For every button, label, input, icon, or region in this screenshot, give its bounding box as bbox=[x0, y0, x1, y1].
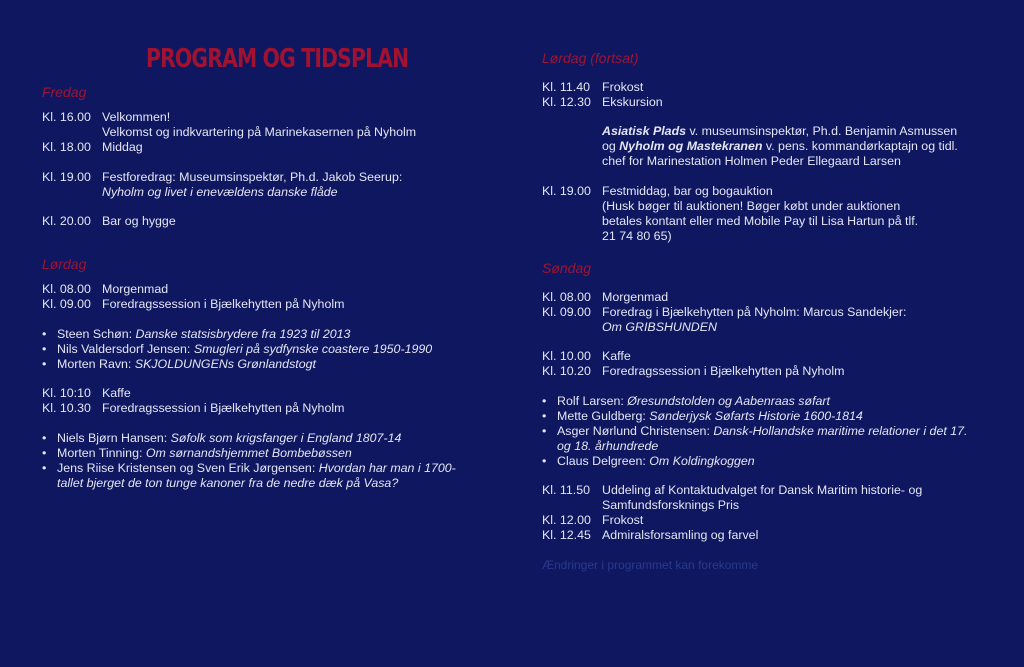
activity: Admiralsforsamling og farvel bbox=[602, 528, 759, 542]
schedule-row bbox=[542, 80, 982, 95]
sunday-block-1 bbox=[542, 290, 982, 335]
schedule-row bbox=[542, 184, 982, 199]
activity: Velkomst og indkvartering på Marinekasernen på Nyholm bbox=[102, 125, 417, 139]
activity bbox=[102, 185, 472, 200]
list-item bbox=[42, 461, 472, 491]
activity: Bar og hygge bbox=[102, 214, 176, 228]
time: Kl. 16.00 bbox=[42, 110, 91, 124]
talk-title: Om Koldingkoggen bbox=[649, 454, 755, 468]
sunday-block-3 bbox=[542, 483, 932, 543]
activity: Festforedrag: Museumsinspektør, Ph.d. Jakob Seerup: bbox=[102, 170, 403, 184]
dinner-note-line: (Husk bøger til auktionen! Bøger købt under auktionen bbox=[602, 199, 901, 213]
time: Kl. 12.00 bbox=[542, 513, 591, 527]
time bbox=[42, 185, 102, 200]
sunday-talks bbox=[542, 394, 972, 469]
saturday-talks-2 bbox=[42, 431, 472, 491]
activity: Frokost bbox=[602, 80, 644, 94]
activity: Kaffe bbox=[102, 386, 131, 400]
talk-title: Sønderjysk Søfarts Historie 1600-1814 bbox=[649, 409, 863, 423]
schedule-row bbox=[42, 282, 472, 297]
dinner-note-line: betales kontant eller med Mobile Pay til Lisa Hartun på tlf. bbox=[602, 214, 919, 228]
activity: Morgenmad bbox=[102, 282, 169, 296]
activity: Middag bbox=[102, 140, 143, 154]
saturday-cont-block-1 bbox=[542, 80, 982, 110]
list-item bbox=[542, 409, 972, 424]
activity: Uddeling af Kontaktudvalget for Dansk Maritim historie- og Samfundsforsknings Pris bbox=[602, 483, 923, 512]
day-heading-saturday-cont: Lørdag (fortsat) bbox=[542, 50, 639, 66]
speaker: Steen Schøn: bbox=[57, 327, 136, 341]
speaker: Morten Ravn: bbox=[57, 357, 135, 371]
speaker: Nils Valdersdorf Jensen: bbox=[57, 342, 194, 356]
list-item bbox=[42, 431, 472, 446]
list-item bbox=[42, 342, 472, 357]
time: Kl. 08.00 bbox=[42, 282, 91, 296]
schedule-row bbox=[42, 297, 472, 312]
schedule-row bbox=[542, 483, 932, 513]
list-item bbox=[42, 327, 472, 342]
excursion-description bbox=[542, 124, 962, 169]
activity: Foredragssession i Bjælkehytten på Nyholm bbox=[102, 297, 345, 311]
saturday-block-1 bbox=[42, 282, 472, 312]
time: Kl. 09.00 bbox=[542, 305, 591, 319]
list-item bbox=[42, 357, 472, 372]
excursion-guide: v. pens. kommandørkaptajn og tidl. chef for Marinestation Holmen Peder Ellegaard Larsen bbox=[602, 139, 958, 168]
talk-title: Danske statsisbrydere fra 1923 til 2013 bbox=[135, 327, 351, 341]
speaker: Asger Nørlund Christensen: bbox=[557, 424, 714, 438]
day-heading-sunday: Søndag bbox=[542, 260, 592, 276]
lecture-title: Nyholm og livet i enevældens danske flåde bbox=[102, 185, 338, 199]
speaker: Niels Bjørn Hansen: bbox=[57, 431, 171, 445]
day-heading-saturday: Lørdag bbox=[42, 256, 87, 272]
time: Kl. 20.00 bbox=[42, 214, 91, 228]
program-change-note: Ændringer i programmet kan forekomme bbox=[542, 558, 759, 572]
talk-title: Hvordan har man i 1700-tallet bjerget de ton tunge kanoner fra de nedre dæk på Vasa? bbox=[57, 461, 456, 490]
schedule-row bbox=[42, 386, 472, 401]
activity: Foredragssession i Bjælkehytten på Nyholm bbox=[102, 401, 345, 415]
schedule-row bbox=[542, 513, 932, 528]
schedule-row bbox=[42, 185, 472, 200]
talk-title: SKJOLDUNGENs Grønlandstogt bbox=[134, 357, 316, 371]
dinner-note-line: 21 74 80 65) bbox=[602, 229, 672, 243]
talk-title: Søfolk som krigsfanger i England 1807-14 bbox=[170, 431, 402, 445]
schedule-row bbox=[542, 528, 932, 543]
time: Kl. 10.20 bbox=[542, 364, 591, 378]
friday-block-2 bbox=[42, 170, 472, 200]
time: Kl. 12.30 bbox=[542, 95, 591, 109]
speaker: Claus Delgreen: bbox=[557, 454, 650, 468]
schedule-row bbox=[42, 214, 472, 229]
speaker: Jens Riise Kristensen og Sven Erik Jørgensen: bbox=[57, 461, 319, 475]
talk-title: Om sørnandshjemmet Bombebøssen bbox=[145, 446, 352, 460]
talk-title: Smugleri på sydfynske coastere 1950-1990 bbox=[193, 342, 433, 356]
speaker: Rolf Larsen: bbox=[557, 394, 628, 408]
activity: Foredragssession i Bjælkehytten på Nyholm bbox=[602, 364, 845, 378]
activity: Festmiddag, bar og bogauktion bbox=[602, 184, 773, 198]
talk-title: Dansk-Hollandske maritime relationer i det 17. og 18. århundrede bbox=[557, 424, 968, 453]
list-item bbox=[542, 394, 972, 409]
time: Kl. 10.30 bbox=[42, 401, 91, 415]
lecture-title bbox=[542, 320, 982, 335]
saturday-talks-1 bbox=[42, 327, 472, 372]
list-item bbox=[42, 446, 472, 461]
excursion-guide: v. museumsinspektør, Ph.d. Benjamin Asmussen og bbox=[602, 124, 958, 153]
list-item bbox=[542, 454, 972, 469]
schedule-row bbox=[42, 140, 472, 155]
lecture-title-text: Om GRIBSHUNDEN bbox=[602, 320, 717, 334]
activity: Foredrag i Bjælkehytten på Nyholm: Marcus Sandekjer: bbox=[602, 305, 907, 319]
activity: Kaffe bbox=[602, 349, 631, 363]
time: Kl. 19.00 bbox=[42, 170, 91, 184]
time: Kl. 12.45 bbox=[542, 528, 591, 542]
schedule-row bbox=[542, 290, 982, 305]
friday-block-3 bbox=[42, 214, 472, 229]
talk-title: Øresundstolden og Aabenraas søfart bbox=[627, 394, 830, 408]
speaker: Mette Guldberg: bbox=[557, 409, 650, 423]
time: Kl. 18.00 bbox=[42, 140, 91, 154]
page-title: PROGRAM OG TIDSPLAN bbox=[146, 44, 409, 74]
schedule-row bbox=[42, 401, 472, 416]
time: Kl. 11.40 bbox=[542, 80, 590, 94]
friday-block-1 bbox=[42, 110, 472, 155]
sunday-block-2 bbox=[542, 349, 982, 379]
list-item bbox=[542, 424, 972, 454]
schedule-row bbox=[42, 170, 472, 185]
activity: Velkommen! bbox=[102, 110, 171, 124]
schedule-row bbox=[542, 305, 982, 320]
saturday-dinner-block bbox=[542, 184, 982, 244]
time: Kl. 11.50 bbox=[542, 483, 590, 497]
excursion-place: Nyholm og Mastekranen bbox=[619, 139, 763, 153]
activity: Frokost bbox=[602, 513, 644, 527]
time: Kl. 09.00 bbox=[42, 297, 91, 311]
time: Kl. 10:10 bbox=[42, 386, 91, 400]
speaker: Morten Tinning: bbox=[57, 446, 146, 460]
schedule-row bbox=[542, 364, 982, 379]
time: Kl. 10.00 bbox=[542, 349, 591, 363]
activity: Ekskursion bbox=[602, 95, 663, 109]
activity: Morgenmad bbox=[602, 290, 669, 304]
schedule-row bbox=[542, 95, 982, 110]
schedule-row bbox=[42, 110, 472, 125]
schedule-row bbox=[42, 125, 472, 140]
time: Kl. 08.00 bbox=[542, 290, 591, 304]
excursion-place: Asiatisk Plads bbox=[602, 124, 687, 138]
day-heading-friday: Fredag bbox=[42, 84, 87, 100]
time bbox=[42, 125, 102, 140]
saturday-block-2 bbox=[42, 386, 472, 416]
schedule-row bbox=[542, 349, 982, 364]
time: Kl. 19.00 bbox=[542, 184, 591, 198]
